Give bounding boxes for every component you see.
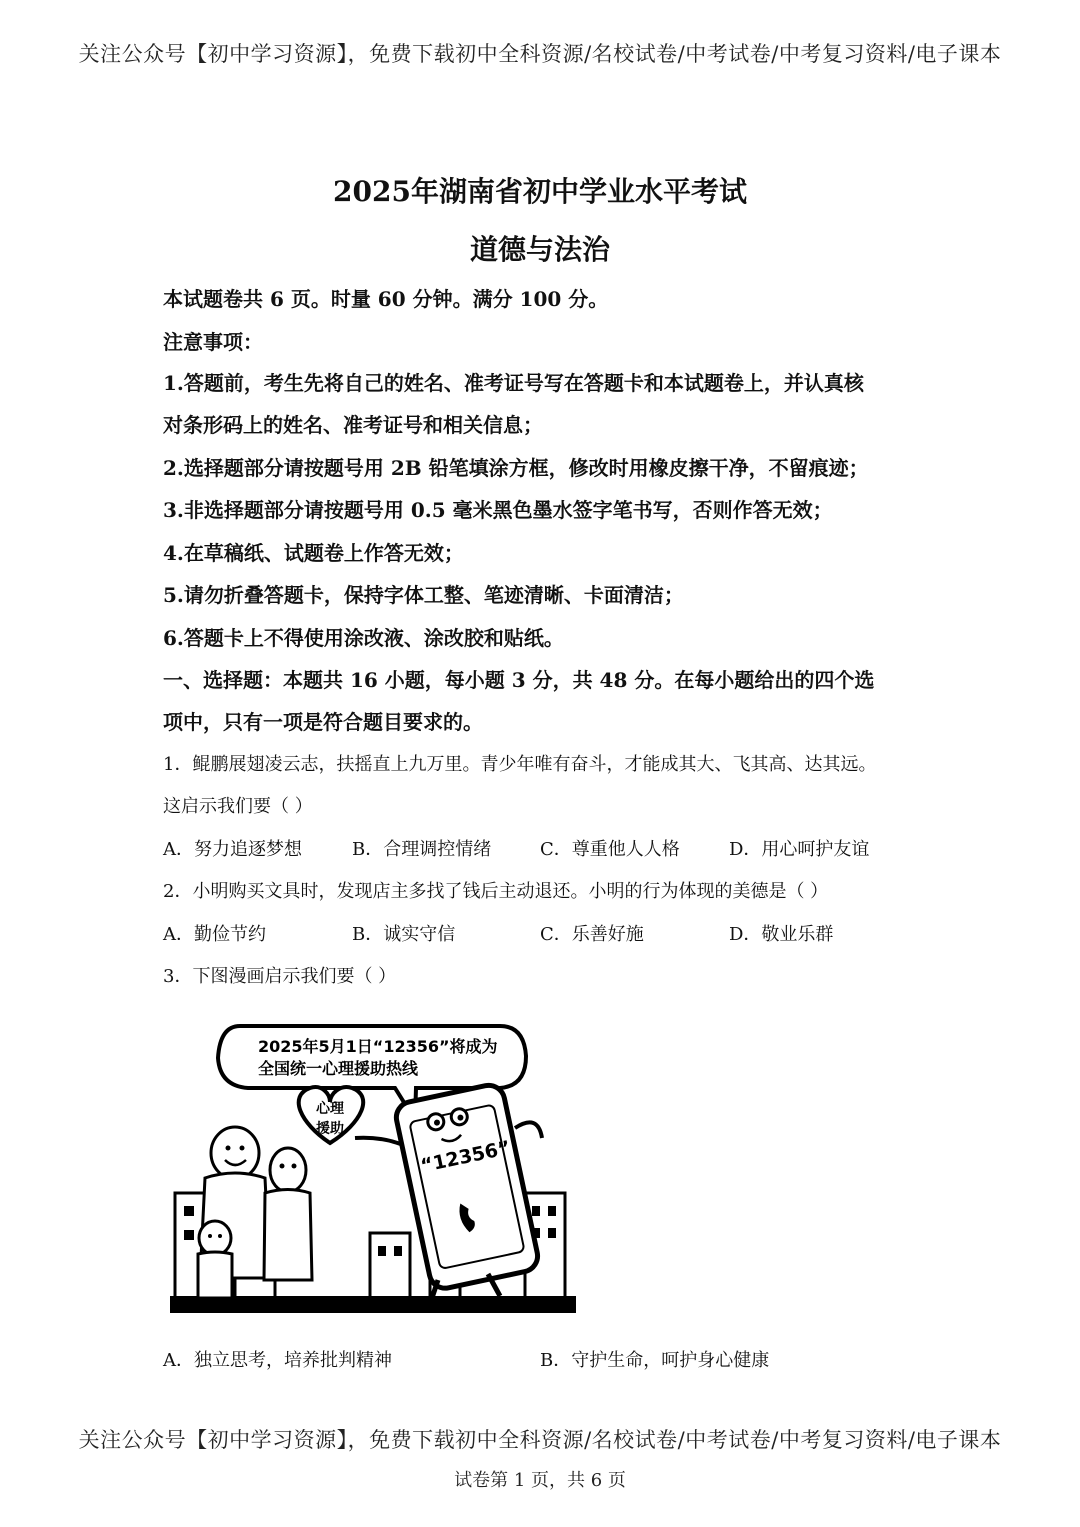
question-2-option-c: C．乐善好施 bbox=[540, 924, 644, 945]
note-line: 对条形码上的姓名、准考证号和相关信息； bbox=[163, 413, 543, 437]
heart-label-line2: 援助 bbox=[316, 1121, 344, 1137]
cartoon-illustration bbox=[170, 1018, 576, 1313]
question-1-option-b: B．合理调控情绪 bbox=[352, 839, 492, 860]
section-heading: 项中，只有一项是符合题目要求的。 bbox=[163, 710, 483, 734]
note-line: 6.答题卡上不得使用涂改液、涂改胶和贴纸。 bbox=[163, 626, 564, 650]
question-1-text: 这启示我们要（ ） bbox=[163, 796, 313, 817]
question-2-option-b: B．诚实守信 bbox=[352, 924, 456, 945]
notes-heading: 注意事项： bbox=[163, 330, 263, 354]
exam-info: 本试题卷共 6 页。时量 60 分钟。满分 100 分。 bbox=[163, 287, 609, 311]
question-2-option-a: A．勤俭节约 bbox=[163, 924, 266, 945]
question-3-text: 3．下图漫画启示我们要（ ） bbox=[163, 966, 397, 987]
question-1-option-d: D．用心呵护友谊 bbox=[729, 839, 870, 860]
bubble-text-line2: 全国统一心理援助热线 bbox=[258, 1059, 419, 1078]
bubble-text-line1: 2025年5月1日“12356”将成为 bbox=[258, 1037, 498, 1056]
question-3-option-b: B．守护生命，呵护身心健康 bbox=[540, 1350, 770, 1371]
exam-subject: 道德与法治 bbox=[469, 233, 610, 266]
question-2-option-d: D．敬业乐群 bbox=[729, 924, 834, 945]
top-banner: 关注公众号【初中学习资源】，免费下载初中全科资源/名校试卷/中考试卷/中考复习资料/电子课本 bbox=[78, 42, 1002, 66]
note-line: 5.请勿折叠答题卡，保持字体工整、笔迹清晰、卡面清洁； bbox=[163, 583, 684, 607]
question-1-text: 1．鲲鹏展翅凌云志，扶摇直上九万里。青少年唯有奋斗，才能成其大、飞其高、达其远。 bbox=[163, 754, 877, 775]
bottom-banner: 关注公众号【初中学习资源】，免费下载初中全科资源/名校试卷/中考试卷/中考复习资料/电子课本 bbox=[78, 1428, 1002, 1452]
heart-label-line1: 心理 bbox=[316, 1101, 344, 1117]
question-2-text: 2．小明购买文具时，发现店主多找了钱后主动退还。小明的行为体现的美德是（ ） bbox=[163, 881, 829, 902]
note-line: 3.非选择题部分请按题号用 0.5 毫米黑色墨水签字笔书写，否则作答无效； bbox=[163, 498, 833, 522]
question-1-option-c: C．尊重他人人格 bbox=[540, 839, 680, 860]
note-line: 2.选择题部分请按题号用 2B 铅笔填涂方框，修改时用橡皮擦干净，不留痕迹； bbox=[163, 456, 869, 480]
note-line: 4.在草稿纸、试题卷上作答无效； bbox=[163, 541, 464, 565]
section-heading: 一、选择题：本题共 16 小题，每小题 3 分，共 48 分。在每小题给出的四个选 bbox=[163, 668, 875, 692]
note-line: 1.答题前，考生先将自己的姓名、准考证号写在答题卡和本试题卷上，并认真核 bbox=[163, 371, 864, 395]
phone-number-label: “12356” bbox=[418, 1136, 513, 1178]
question-1-option-a: A．努力追逐梦想 bbox=[163, 839, 302, 860]
exam-title: 2025年湖南省初中学业水平考试 bbox=[333, 175, 747, 208]
question-3-option-a: A．独立思考，培养批判精神 bbox=[163, 1350, 392, 1371]
page-footer: 试卷第 1 页，共 6 页 bbox=[454, 1470, 626, 1491]
